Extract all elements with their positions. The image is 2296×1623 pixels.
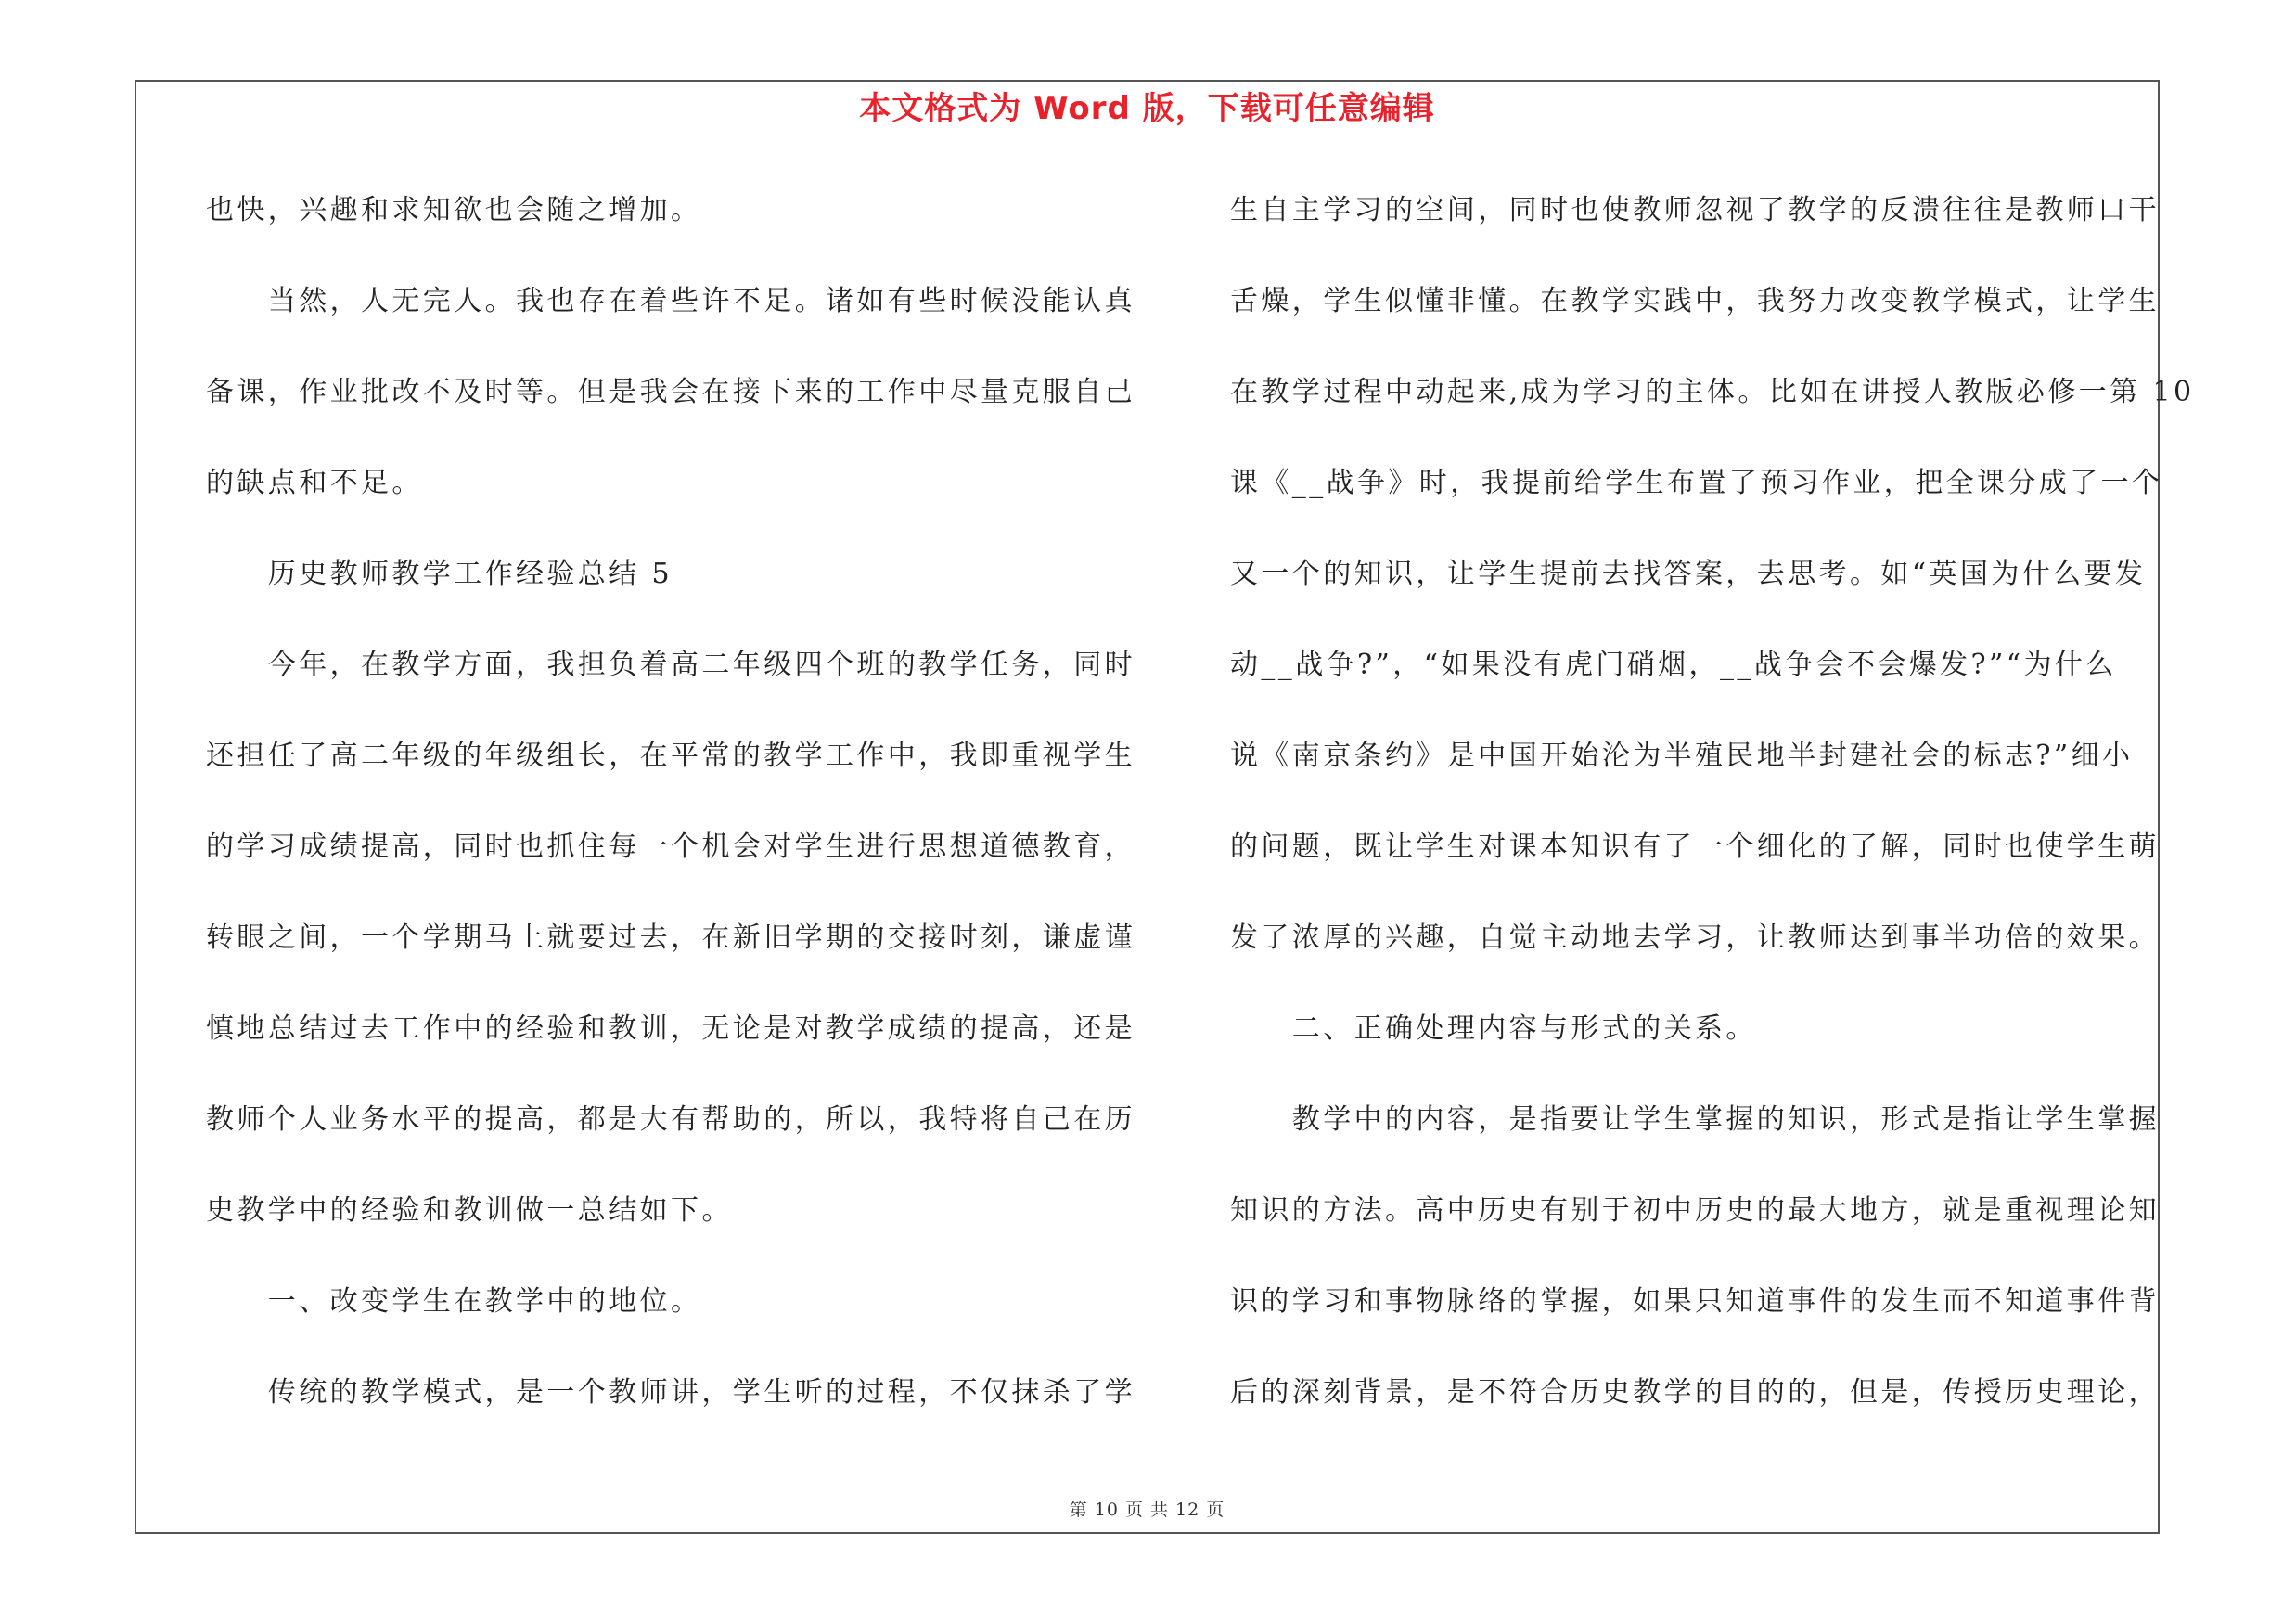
section-heading: 一、改变学生在教学中的地位。 xyxy=(206,1285,702,1318)
paragraph-line: 还担任了高二年级的年级组长，在平常的教学工作中，我即重视学生 xyxy=(206,740,1135,772)
paragraph-line: 发了浓厚的兴趣，自觉主动地去学习，让教师达到事半功倍的效果。 xyxy=(1230,921,2160,954)
paragraph-line: 的学习成绩提高，同时也抓住每一个机会对学生进行思想道德教育， xyxy=(206,831,1135,863)
paragraph-line: 又一个的知识，让学生提前去找答案，去思考。如“英国为什么要发 xyxy=(1230,558,2147,590)
paragraph-line: 当然，人无完人。我也存在着些许不足。诸如有些时候没能认真 xyxy=(206,285,1135,317)
left-column xyxy=(206,182,1134,1455)
paragraph-line: 在教学过程中动起来,成为学习的主体。比如在讲授人教版必修一第 10 xyxy=(1230,376,2195,408)
section-heading: 历史教师教学工作经验总结 5 xyxy=(206,558,673,590)
section-heading: 二、正确处理内容与形式的关系。 xyxy=(1230,1012,1757,1045)
paragraph-line: 舌燥，学生似懂非懂。在教学实践中，我努力改变教学模式，让学生 xyxy=(1230,285,2160,317)
paragraph-line: 教学中的内容，是指要让学生掌握的知识，形式是指让学生掌握 xyxy=(1230,1103,2160,1136)
paragraph-line: 慎地总结过去工作中的经验和教训，无论是对教学成绩的提高，还是 xyxy=(206,1012,1135,1045)
paragraph-line: 传统的教学模式，是一个教师讲，学生听的过程，不仅抹杀了学 xyxy=(206,1376,1135,1409)
paragraph-line: 史教学中的经验和教训做一总结如下。 xyxy=(206,1194,733,1227)
paragraph-line: 动__战争?”，“如果没有虎门硝烟，__战争会不会爆发?”“为什么 xyxy=(1230,649,2117,681)
paragraph-line: 的缺点和不足。 xyxy=(206,467,423,499)
paragraph-line: 也快，兴趣和求知欲也会随之增加。 xyxy=(206,194,702,226)
header-banner: 本文格式为 Word 版，下载可任意编辑 xyxy=(859,90,1435,127)
paragraph-line: 今年，在教学方面，我担负着高二年级四个班的教学任务，同时 xyxy=(206,649,1135,681)
paragraph-line: 后的深刻背景，是不符合历史教学的目的的，但是，传授历史理论， xyxy=(1230,1376,2160,1409)
paragraph-line: 识的学习和事物脉络的掌握，如果只知道事件的发生而不知道事件背 xyxy=(1230,1285,2160,1318)
paragraph-line: 的问题，既让学生对课本知识有了一个细化的了解，同时也使学生萌 xyxy=(1230,831,2160,863)
paragraph-line: 生自主学习的空间，同时也使教师忽视了教学的反溃往往是教师口干 xyxy=(1230,194,2160,226)
paragraph-line: 知识的方法。高中历史有别于初中历史的最大地方，就是重视理论知 xyxy=(1230,1194,2160,1227)
paragraph-line: 课《__战争》时，我提前给学生布置了预习作业，把全课分成了一个 xyxy=(1230,467,2163,499)
paragraph-line: 教师个人业务水平的提高，都是大有帮助的，所以，我特将自己在历 xyxy=(206,1103,1135,1136)
paragraph-line: 转眼之间，一个学期马上就要过去，在新旧学期的交接时刻，谦虚谨 xyxy=(206,921,1135,954)
page-indicator: 第 10 页 共 12 页 xyxy=(1069,1500,1225,1520)
paragraph-line: 备课，作业批改不及时等。但是我会在接下来的工作中尽量克服自己 xyxy=(206,376,1135,408)
right-column xyxy=(1230,182,2195,1455)
paragraph-line: 说《南京条约》是中国开始沦为半殖民地半封建社会的标志?”细小 xyxy=(1230,740,2134,772)
